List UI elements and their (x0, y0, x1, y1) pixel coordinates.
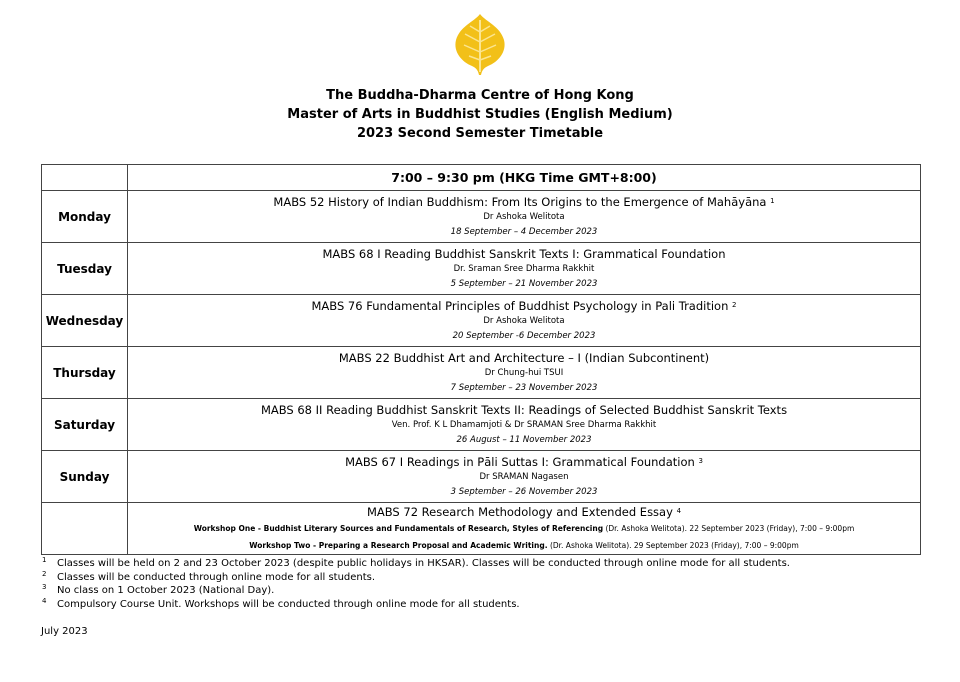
date-range: 5 September – 21 November 2023 (450, 279, 598, 289)
workshop-two (128, 537, 920, 554)
course-line (128, 505, 920, 520)
footnote-number: 4 (42, 596, 47, 605)
table-row (42, 191, 921, 243)
date-range: 18 September – 4 December 2023 (450, 227, 598, 237)
course-title: MABS 68 II Reading Buddhist Sanskrit Texts II: Readings of Selected Buddhist Sanskrit Texts (260, 403, 788, 417)
footnote (41, 584, 921, 598)
time-header: 7:00 – 9:30 pm (HKG Time GMT+8:00) (128, 165, 921, 191)
date-range: 3 September – 26 November 2023 (450, 487, 598, 497)
course-cell (128, 503, 921, 555)
table-header-row (42, 165, 921, 191)
footnote-number: 2 (42, 569, 47, 578)
footnote-ref: 4 (676, 506, 682, 515)
lecturer: Dr Ashoka Welitota (483, 316, 565, 326)
course-title: MABS 68 I Reading Buddhist Sanskrit Texts I: Grammatical Foundation (322, 247, 726, 261)
day-label: Sunday (42, 451, 128, 503)
table-row (42, 451, 921, 503)
course-title: MABS 52 History of Indian Buddhism: From Its Origins to the Emergence of Mahāyāna (273, 195, 767, 209)
course-line (128, 195, 920, 210)
course-line (128, 351, 920, 366)
course-cell (128, 451, 921, 503)
date-range: 20 September -6 December 2023 (452, 331, 596, 341)
day-empty-cell (42, 503, 128, 555)
table-row (42, 243, 921, 295)
course-line (128, 403, 920, 418)
lecturer: Dr Chung-hui TSUI (484, 368, 564, 378)
day-label: Thursday (42, 347, 128, 399)
timetable-title: 2023 Second Semester Timetable (356, 126, 604, 141)
lecturer: Ven. Prof. K L Dhamamjoti & Dr SRAMAN Sree Dharma Rakkhit (391, 420, 657, 430)
footnote-number: 1 (42, 556, 47, 564)
footnote (41, 598, 921, 612)
course-title: MABS 76 Fundamental Principles of Buddhist Psychology in Pali Tradition (311, 299, 729, 313)
footnote (41, 571, 921, 585)
course-line (128, 455, 920, 470)
course-cell (128, 295, 921, 347)
document-date: July 2023 (41, 626, 88, 637)
table-row-essay (42, 503, 921, 555)
workshop-one (128, 520, 920, 537)
course-cell (128, 399, 921, 451)
bodhi-leaf-logo-icon (452, 12, 508, 76)
footnote-ref: 2 (732, 301, 737, 309)
footnote-text: Classes will be conducted through online mode for all students. (57, 571, 376, 583)
lecturer: Dr. Sraman Sree Dharma Rakkhit (453, 264, 595, 274)
day-label: Tuesday (42, 243, 128, 295)
footnote-text: Classes will be held on 2 and 23 October 2023 (despite public holidays in HKSAR). Classes will be conducted through online mode for all students. (57, 558, 790, 569)
course-cell (128, 243, 921, 295)
footnote-text: No class on 1 October 2023 (National Day). (57, 585, 275, 596)
footnote-ref: 3 (698, 457, 703, 465)
header-empty-cell (42, 165, 128, 191)
footnote-ref: 1 (770, 197, 775, 205)
course-title: MABS 22 Buddhist Art and Architecture – I (Indian Subcontinent) (338, 351, 710, 365)
table-row (42, 347, 921, 399)
date-range: 26 August – 11 November 2023 (456, 435, 592, 445)
workshop-one-title: Workshop One - Buddhist Literary Sources and Fundamentals of Research, Styles of Referencing (193, 523, 604, 533)
course-title: MABS 72 Research Methodology and Extended Essay (366, 504, 673, 519)
footnote (41, 557, 921, 571)
course-cell (128, 347, 921, 399)
programme-title: Master of Arts in Buddhist Studies (English Medium) (287, 107, 673, 122)
footnote-number: 3 (42, 583, 47, 591)
lecturer: Dr Ashoka Welitota (483, 212, 565, 222)
date-range: 7 September – 23 November 2023 (450, 383, 598, 393)
course-cell (128, 191, 921, 243)
lecturer: Dr SRAMAN Nagasen (479, 472, 569, 482)
workshop-two-title: Workshop Two - Preparing a Research Proposal and Academic Writing. (249, 540, 548, 550)
workshop-one-detail: (Dr. Ashoka Welitota). 22 September 2023 (Friday), 7:00 – 9:00pm (603, 523, 855, 533)
table-row (42, 295, 921, 347)
day-label: Monday (42, 191, 128, 243)
table-row (42, 399, 921, 451)
footnotes (41, 557, 921, 611)
workshop-two-detail: (Dr. Ashoka Welitota). 29 September 2023 (Friday), 7:00 – 9:00pm (547, 540, 799, 550)
course-line (128, 299, 920, 314)
footnote-text: Compulsory Course Unit. Workshops will be conducted through online mode for all students. (57, 598, 520, 610)
course-title: MABS 67 I Readings in Pāli Suttas I: Grammatical Foundation (345, 455, 695, 469)
org-title: The Buddha-Dharma Centre of Hong Kong (326, 88, 634, 103)
timetable-table (41, 164, 921, 555)
day-label: Saturday (42, 399, 128, 451)
course-line (128, 247, 920, 262)
day-label: Wednesday (42, 295, 128, 347)
